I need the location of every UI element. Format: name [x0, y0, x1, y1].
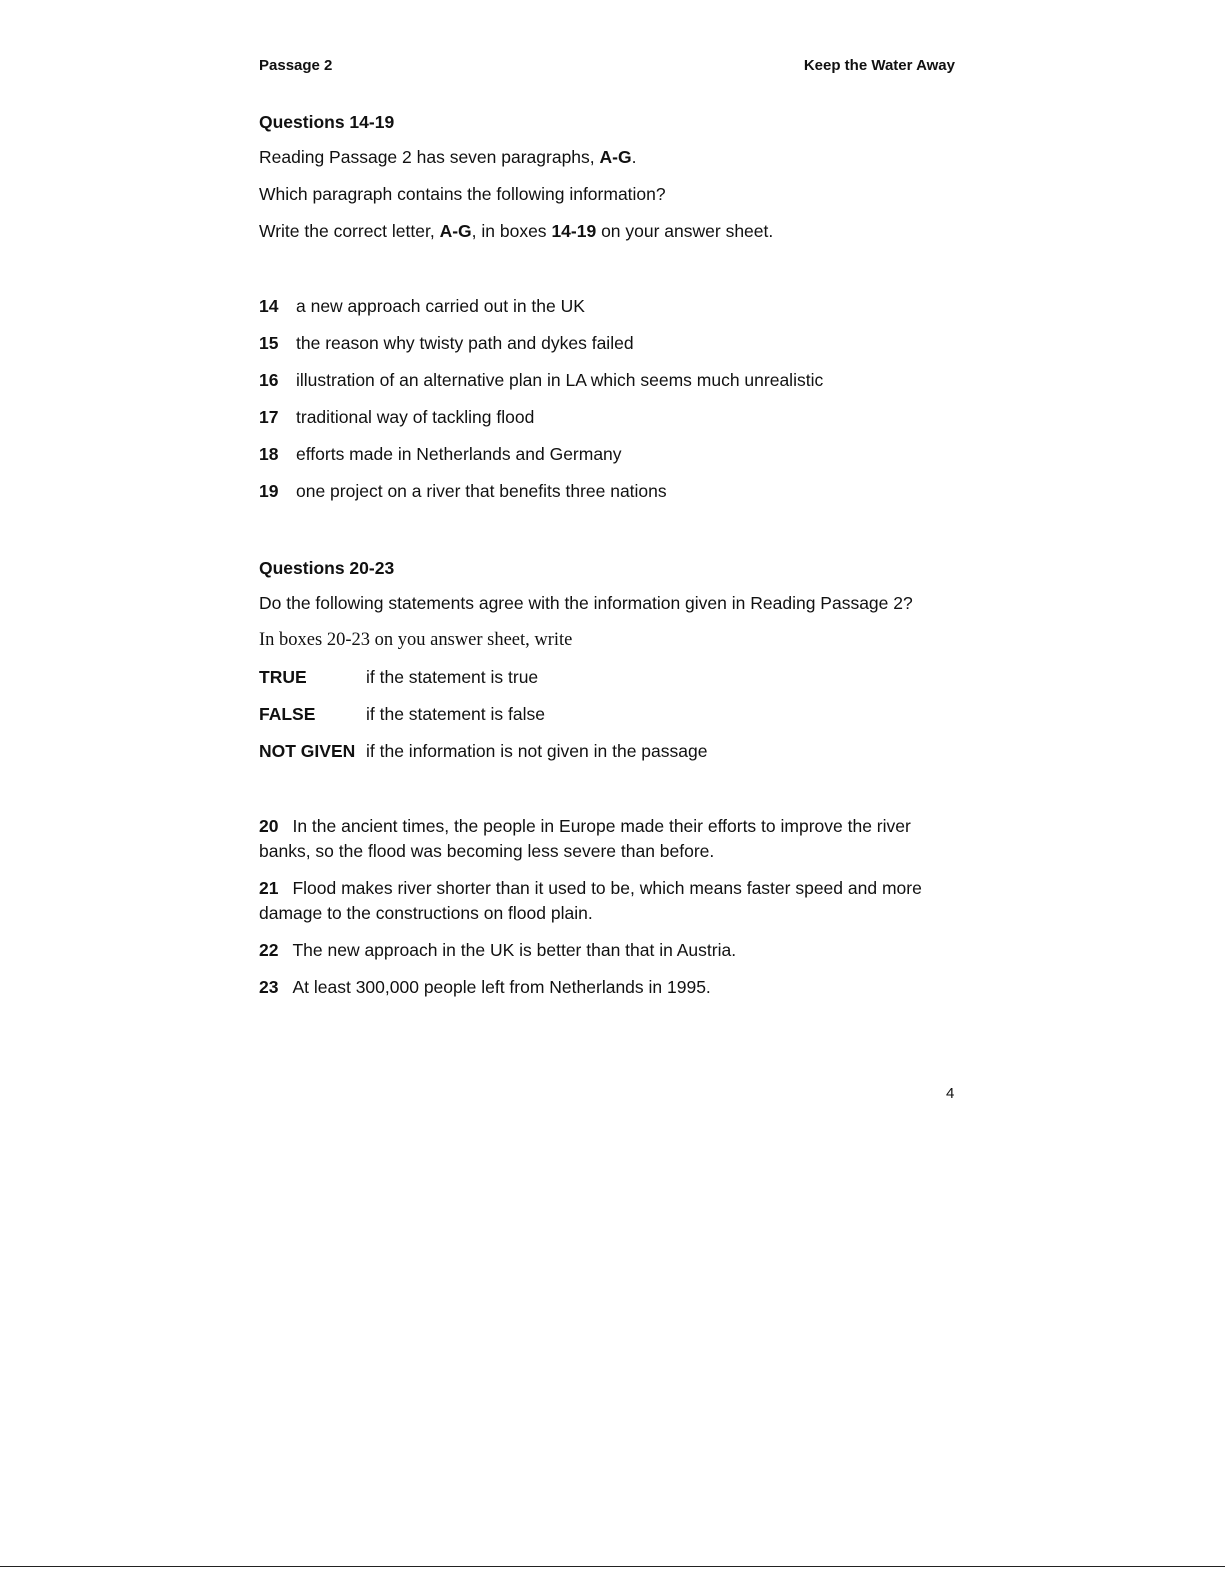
list-item: [259, 814, 949, 864]
legend-description: if the statement is true: [366, 667, 539, 687]
list-item: [259, 405, 949, 430]
question-number: 21: [259, 878, 279, 898]
page-divider: [0, 1566, 1225, 1567]
list-item: [259, 479, 949, 504]
question-list-14-19: [259, 294, 949, 504]
legend-key: FALSE: [259, 704, 316, 724]
question-text: traditional way of tackling flood: [296, 407, 535, 427]
question-text: one project on a river that benefits three nations: [296, 481, 667, 501]
statement-list-20-23: [259, 814, 949, 1000]
legend-row-not-given: [259, 739, 949, 764]
passage-label: Passage 2: [259, 57, 333, 74]
question-content: [259, 110, 949, 1012]
answer-legend: [259, 665, 949, 764]
question-number: 19: [259, 481, 279, 501]
legend-row-true: [259, 665, 949, 690]
question-text: illustration of an alternative plan in LA which seems much unrealistic: [296, 370, 824, 390]
page-number: 4: [946, 1085, 955, 1102]
list-item: [259, 331, 949, 356]
question-number: 18: [259, 444, 279, 464]
statement-text: Flood makes river shorter than it used to be, which means faster speed and more damage to the constructions on flood plain.: [259, 878, 922, 923]
legend-description: if the information is not given in the passage: [366, 741, 708, 761]
section-heading-14-19: Questions 14-19: [259, 112, 395, 132]
question-number: 22: [259, 940, 279, 960]
question-text: the reason why twisty path and dykes failed: [296, 333, 634, 353]
legend-row-false: [259, 702, 949, 727]
statement-text: In the ancient times, the people in Europe made their efforts to improve the river banks, so the flood was becoming less severe than before.: [259, 816, 911, 861]
question-number: 16: [259, 370, 279, 390]
question-number: 20: [259, 816, 279, 836]
question-number: 14: [259, 296, 279, 316]
legend-description: if the statement is false: [366, 704, 545, 724]
list-item: [259, 368, 949, 393]
question-text: efforts made in Netherlands and Germany: [296, 444, 622, 464]
legend-key: TRUE: [259, 667, 307, 687]
instruction-which-paragraph: Which paragraph contains the following information?: [259, 184, 666, 204]
instruction-write-letter: Write the correct letter, A-G, in boxes 14-19 on your answer sheet.: [259, 221, 774, 241]
question-number: 15: [259, 333, 279, 353]
passage-title: Keep the Water Away: [803, 57, 955, 74]
list-item: [259, 938, 949, 963]
list-item: [259, 975, 949, 1000]
question-number: 23: [259, 977, 279, 997]
question-number: 17: [259, 407, 279, 427]
list-item: [259, 442, 949, 467]
question-text: a new approach carried out in the UK: [296, 296, 585, 316]
list-item: [259, 876, 949, 926]
statement-text: The new approach in the UK is better than that in Austria.: [292, 940, 737, 960]
section-heading-20-23: Questions 20-23: [259, 558, 395, 578]
instruction-paragraph-count: Reading Passage 2 has seven paragraphs, A-G.: [259, 147, 637, 167]
legend-key: NOT GIVEN: [259, 741, 356, 761]
instruction-agree: Do the following statements agree with the information given in Reading Passage 2?: [259, 593, 913, 613]
statement-text: At least 300,000 people left from Netherlands in 1995.: [292, 977, 711, 997]
list-item: [259, 294, 949, 319]
instruction-boxes: In boxes 20-23 on you answer sheet, write: [259, 630, 573, 650]
